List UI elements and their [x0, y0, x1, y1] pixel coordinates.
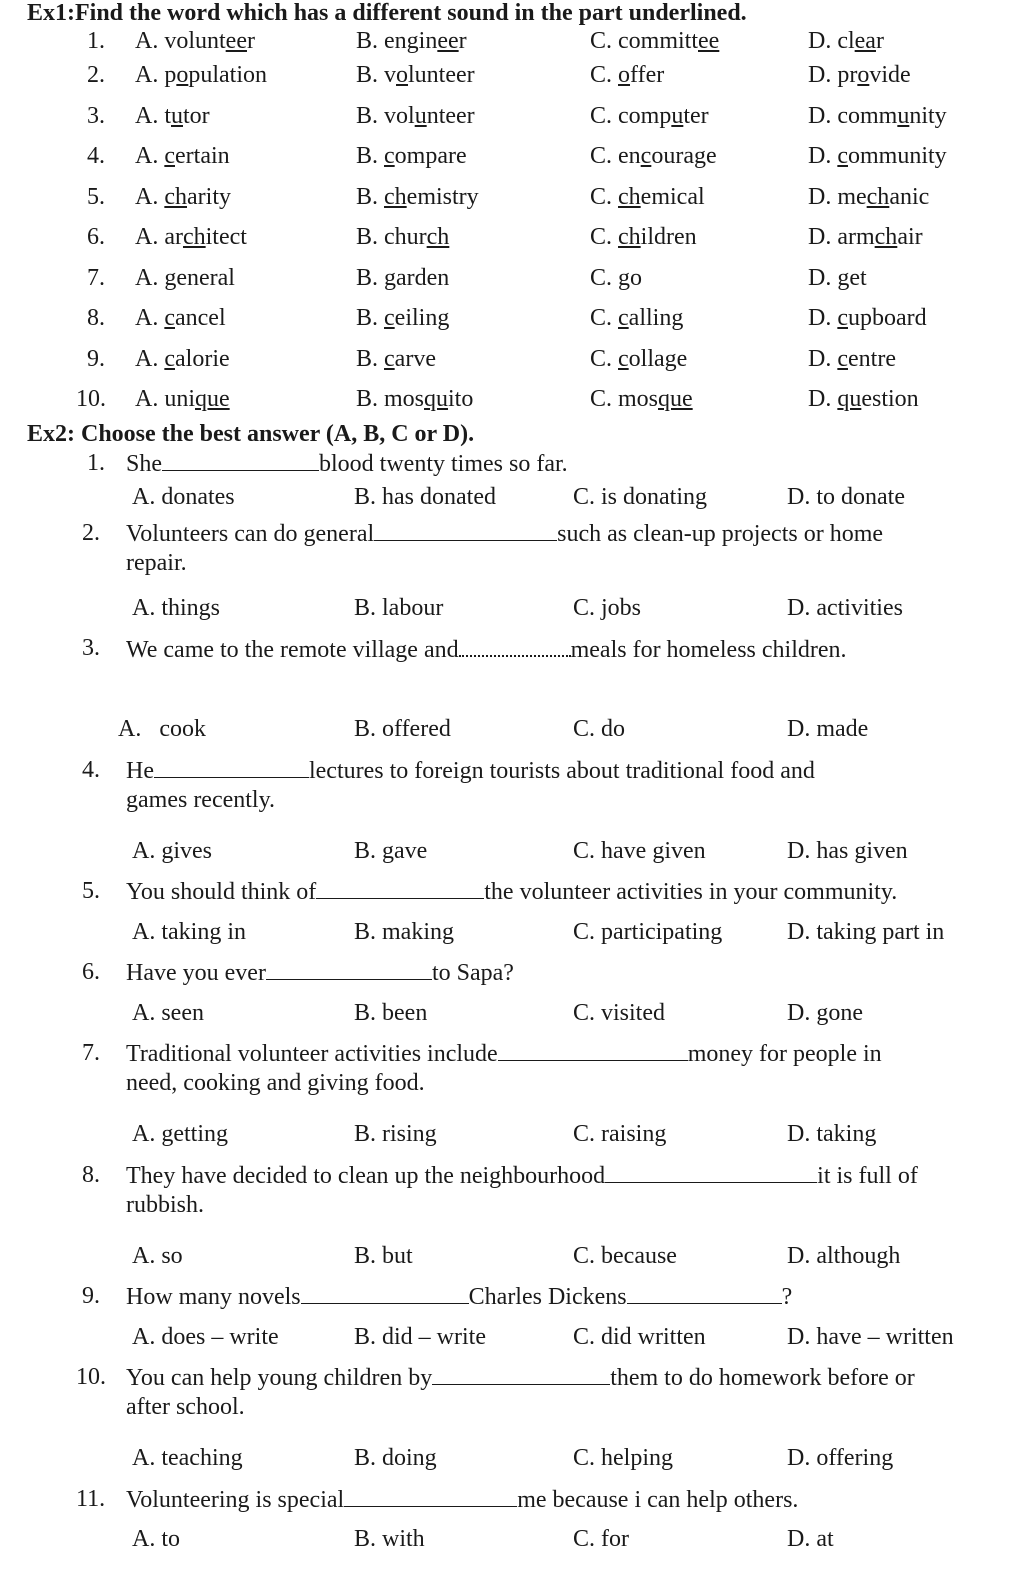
ex2-option-b[interactable]: B. labour: [354, 595, 444, 621]
ex2-option-d[interactable]: D. made: [787, 716, 869, 742]
ex1-option-d: D. cupboard: [808, 305, 927, 331]
ex2-option-a[interactable]: A. does – write: [132, 1324, 279, 1350]
ex2-option-b[interactable]: B. doing: [354, 1445, 437, 1471]
ex2-option-d[interactable]: D. gone: [787, 1000, 863, 1026]
ex1-option-a: A. calorie: [135, 346, 230, 372]
ex1-option-d: D. get: [808, 265, 867, 291]
ex2-option-c[interactable]: C. did written: [573, 1324, 706, 1350]
ex1-row: [0, 305, 1024, 337]
ex2-question-stem-continued: need, cooking and giving food.: [126, 1070, 425, 1096]
ex2-question-number: 1.: [87, 450, 105, 476]
ex1-option-a: A. certain: [135, 143, 230, 169]
ex1-option-c: C. calling: [590, 305, 684, 331]
answer-blank[interactable]: [432, 1364, 610, 1385]
answer-blank[interactable]: [374, 520, 557, 541]
answer-blank[interactable]: [154, 757, 309, 778]
ex2-question-number: 5.: [82, 878, 100, 904]
ex1-option-d: D. community: [808, 103, 947, 129]
ex2-option-d[interactable]: D. taking: [787, 1121, 877, 1147]
answer-blank[interactable]: [162, 450, 319, 471]
ex2-option-a[interactable]: A. so: [132, 1243, 183, 1269]
ex1-option-b: B. ceiling: [356, 305, 450, 331]
ex2-option-d[interactable]: D. although: [787, 1243, 901, 1269]
ex2-option-a[interactable]: A. seen: [132, 1000, 204, 1026]
ex1-option-b: B. church: [356, 224, 450, 250]
ex1-option-a: A. cancel: [135, 305, 226, 331]
ex1-option-c: C. computer: [590, 103, 709, 129]
ex2-option-c[interactable]: C. do: [573, 716, 626, 742]
ex2-question-stem: He lectures to foreign tourists about traditional food and: [126, 758, 815, 784]
ex2-option-c[interactable]: C. have given: [573, 838, 706, 864]
ex1-item-number: 5.: [87, 184, 105, 210]
ex1-option-b: B. volunteer: [356, 62, 475, 88]
answer-blank[interactable]: [316, 878, 484, 899]
ex1-option-c: C. collage: [590, 346, 688, 372]
ex1-option-c: C. offer: [590, 62, 665, 88]
ex2-question-stem-continued: repair.: [126, 550, 187, 576]
ex1-item-number: 9.: [87, 346, 105, 372]
ex1-option-d: D. clear: [808, 28, 884, 54]
ex2-question-stem: Traditional volunteer activities include money for people in: [126, 1041, 882, 1067]
ex1-option-a: A. population: [135, 62, 267, 88]
ex1-row: [0, 346, 1024, 378]
ex1-option-c: C. chemical: [590, 184, 705, 210]
ex2-option-c[interactable]: C. because: [573, 1243, 677, 1269]
answer-blank[interactable]: [605, 1162, 817, 1183]
ex2-option-d[interactable]: D. has given: [787, 838, 908, 864]
ex2-option-a[interactable]: A. getting: [132, 1121, 228, 1147]
ex1-heading: Ex1:Find the word which has a different sound in the part underlined.: [27, 0, 747, 26]
ex2-option-b[interactable]: B. with: [354, 1526, 425, 1552]
ex2-question-number: 9.: [82, 1283, 100, 1309]
ex1-option-d: D. centre: [808, 346, 896, 372]
ex1-option-a: A. general: [135, 265, 235, 291]
ex2-option-a[interactable]: A. things: [132, 595, 221, 621]
ex1-option-a: A. volunteer: [135, 28, 255, 54]
ex1-option-b: B. chemistry: [356, 184, 479, 210]
ex2-option-b[interactable]: B. been: [354, 1000, 428, 1026]
ex2-option-d[interactable]: D. taking part in: [787, 919, 945, 945]
ex2-option-b[interactable]: B. gave: [354, 838, 428, 864]
ex2-option-b[interactable]: B. making: [354, 919, 454, 945]
ex2-heading: Ex2: Choose the best answer (A, B, C or D).: [27, 421, 475, 447]
ex1-option-c: C. go: [590, 265, 643, 291]
ex1-item-number: 3.: [87, 103, 105, 129]
ex2-option-d[interactable]: D. offering: [787, 1445, 894, 1471]
ex1-row: [0, 265, 1024, 297]
ex1-option-a: A. unique: [135, 386, 230, 412]
ex2-question-stem: Volunteering is special me because i can help others.: [126, 1487, 799, 1513]
ex2-option-d[interactable]: D. have – written: [787, 1324, 954, 1350]
ex2-question-number: 6.: [82, 959, 100, 985]
ex2-option-a[interactable]: A. donates: [132, 484, 235, 510]
answer-blank[interactable]: [498, 1040, 688, 1061]
ex2-question-number: 4.: [82, 757, 100, 783]
ex1-row: [0, 103, 1024, 135]
ex1-option-a: A. architect: [135, 224, 247, 250]
ex2-option-a[interactable]: A. to: [132, 1526, 180, 1552]
ex2-option-b[interactable]: B. offered: [354, 716, 451, 742]
answer-blank[interactable]: [627, 1283, 782, 1304]
ex2-question-stem: She blood twenty times so far.: [126, 451, 568, 477]
ex1-option-d: D. armchair: [808, 224, 923, 250]
ex1-item-number: 10.: [76, 386, 106, 412]
ex2-question-stem-continued: after school.: [126, 1394, 245, 1420]
answer-blank[interactable]: [459, 635, 571, 657]
answer-blank[interactable]: [344, 1486, 517, 1507]
ex1-option-a: A. tutor: [135, 103, 210, 129]
ex1-option-c: C. committee: [590, 28, 720, 54]
ex1-option-d: D. community: [808, 143, 947, 169]
ex1-option-b: B. compare: [356, 143, 467, 169]
ex1-option-b: B. engineer: [356, 28, 467, 54]
ex1-option-c: C. encourage: [590, 143, 717, 169]
ex1-option-a: A. charity: [135, 184, 231, 210]
ex2-question-stem: Have you ever to Sapa?: [126, 960, 514, 986]
ex2-option-c[interactable]: C. raising: [573, 1121, 667, 1147]
ex2-option-a[interactable]: A. cook: [118, 716, 206, 742]
ex2-question-stem: We came to the remote village and meals for homeless children.: [126, 637, 847, 663]
ex2-option-b[interactable]: B. but: [354, 1243, 413, 1269]
ex2-option-a[interactable]: A. teaching: [132, 1445, 243, 1471]
ex1-option-d: D. provide: [808, 62, 911, 88]
ex1-row: [0, 28, 1024, 60]
ex2-option-c[interactable]: C. jobs: [573, 595, 642, 621]
ex2-question-number: 2.: [82, 520, 100, 546]
ex1-row: [0, 224, 1024, 256]
ex1-option-b: B. garden: [356, 265, 450, 291]
ex2-question-stem: You can help young children by them to do homework before or: [126, 1365, 915, 1391]
ex2-option-d[interactable]: D. at: [787, 1526, 834, 1552]
ex2-question-number: 10.: [76, 1364, 106, 1390]
ex1-option-c: C. children: [590, 224, 697, 250]
ex1-item-number: 7.: [87, 265, 105, 291]
ex1-item-number: 8.: [87, 305, 105, 331]
ex1-option-d: D. question: [808, 386, 919, 412]
ex2-question-stem-continued: games recently.: [126, 787, 276, 813]
ex2-option-c[interactable]: C. helping: [573, 1445, 673, 1471]
ex2-question-number: 8.: [82, 1162, 100, 1188]
ex2-option-a[interactable]: A. taking in: [132, 919, 246, 945]
ex2-question-stem: How many novels Charles Dickens ?: [126, 1284, 793, 1310]
answer-blank[interactable]: [301, 1283, 469, 1304]
ex1-row: [0, 62, 1024, 94]
ex1-option-d: D. mechanic: [808, 184, 930, 210]
ex1-option-c: C. mosque: [590, 386, 693, 412]
ex1-item-number: 2.: [87, 62, 105, 88]
ex2-option-c[interactable]: C. for: [573, 1526, 629, 1552]
ex2-option-c[interactable]: C. is donating: [573, 484, 708, 510]
ex2-question-stem: They have decided to clean up the neighbourhood it is full of: [126, 1163, 918, 1189]
ex2-question-stem-continued: rubbish.: [126, 1192, 204, 1218]
ex2-option-c[interactable]: C. visited: [573, 1000, 666, 1026]
ex2-question-number: 3.: [82, 635, 100, 661]
ex1-row: [0, 143, 1024, 175]
ex1-item-number: 4.: [87, 143, 105, 169]
ex2-question-number: 11.: [76, 1486, 106, 1512]
ex1-option-b: B. carve: [356, 346, 436, 372]
ex2-question-stem: Volunteers can do general such as clean-up projects or home: [126, 521, 884, 547]
ex1-item-number: 6.: [87, 224, 105, 250]
ex1-row: [0, 184, 1024, 216]
ex2-option-c[interactable]: C. participating: [573, 919, 723, 945]
ex2-option-b[interactable]: B. did – write: [354, 1324, 486, 1350]
ex2-option-a[interactable]: A. gives: [132, 838, 212, 864]
ex2-option-b[interactable]: B. has donated: [354, 484, 496, 510]
ex2-question-stem: You should think of the volunteer activities in your community.: [126, 879, 898, 905]
ex2-option-d[interactable]: D. to donate: [787, 484, 905, 510]
ex2-question-number: 7.: [82, 1040, 100, 1066]
ex1-item-number: 1.: [87, 28, 105, 54]
ex2-option-b[interactable]: B. rising: [354, 1121, 437, 1147]
ex1-row: [0, 386, 1024, 418]
ex1-option-b: B. volunteer: [356, 103, 475, 129]
answer-blank[interactable]: [266, 959, 432, 980]
ex2-option-d[interactable]: D. activities: [787, 595, 903, 621]
ex1-option-b: B. mosquito: [356, 386, 474, 412]
